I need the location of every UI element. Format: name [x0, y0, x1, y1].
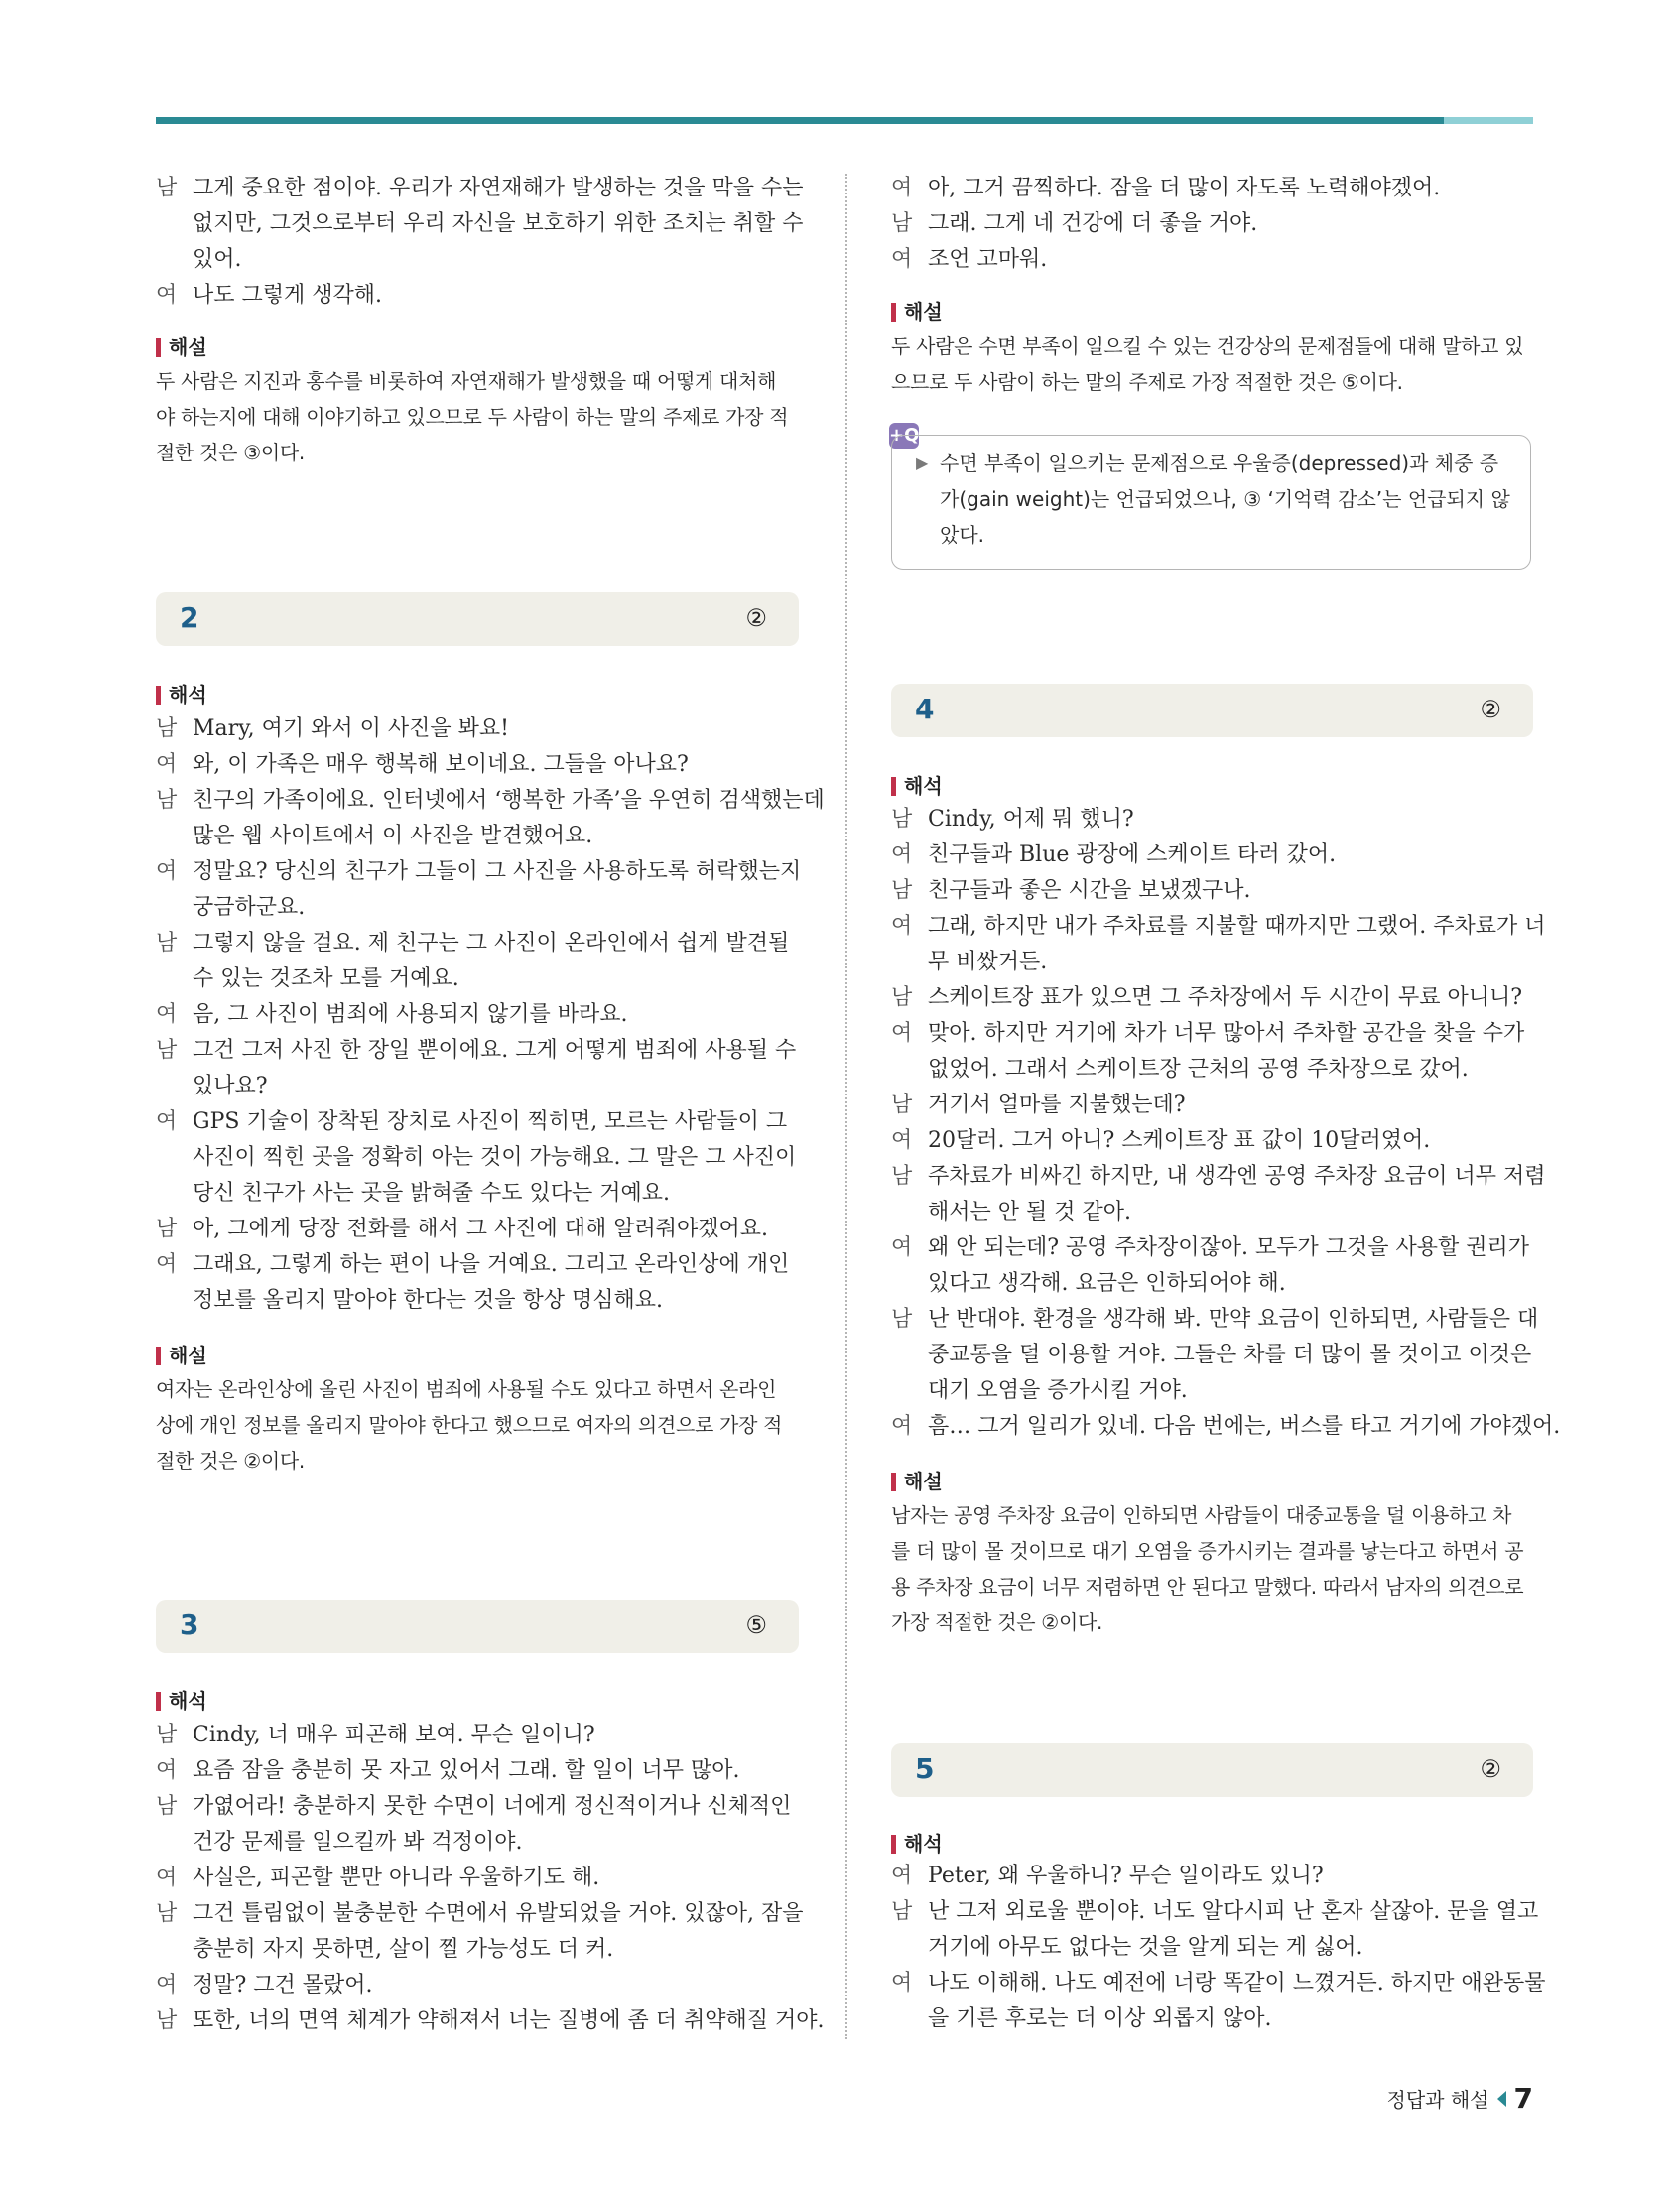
line-text: 그렇지 않을 걸요. 제 친구는 그 사진이 온라인에서 쉽게 발견될 — [193, 931, 790, 956]
triangle-bullet-icon: ▶ — [916, 453, 929, 472]
question-4-header — [891, 684, 1533, 737]
dialogue-line — [156, 1753, 836, 1789]
dialogue-line-continued — [156, 1932, 836, 1968]
line-text: 정말? 그건 몰랐어. — [193, 1973, 373, 1997]
dialogue-line — [891, 1016, 1570, 1052]
dialogue-line — [156, 2003, 836, 2039]
speaker-label: 여 — [156, 1109, 178, 1134]
line-text: 또한, 너의 면역 체계가 약해져서 너는 질병에 좀 더 취약해질 거야. — [193, 2008, 825, 2033]
speaker-label: 여 — [891, 1971, 913, 1995]
dialogue-line — [891, 206, 1570, 242]
dialogue-line — [156, 171, 836, 206]
explanation-line: 가장 적절한 것은 ②이다. — [891, 1610, 1103, 1634]
line-text: 을 기른 후로는 더 이상 외롭지 않아. — [928, 2006, 1272, 2031]
line-text: 사실은, 피곤할 뿐만 아니라 우울하기도 해. — [193, 1866, 600, 1890]
line-text: 있나요? — [193, 1074, 268, 1098]
line-text: 정보를 올리지 말아야 한다는 것을 항상 명심해요. — [193, 1288, 663, 1313]
speaker-label: 남 — [156, 716, 178, 741]
dialogue-line — [156, 1104, 836, 1140]
plus-q-icon: +Q — [889, 423, 919, 449]
dialogue-line-continued — [891, 1052, 1570, 1088]
line-text: 조언 고마워. — [928, 247, 1048, 272]
dialogue-line — [156, 783, 836, 819]
speaker-label: 남 — [156, 931, 178, 956]
line-text: 흠… 그거 일리가 있네. 다음 번에는, 버스를 타고 거기에 가야겠어. — [928, 1414, 1561, 1439]
speaker-label: 남 — [891, 1899, 913, 1924]
dialogue-line — [156, 1861, 836, 1896]
dialogue-line — [156, 926, 836, 962]
speaker-label: 남 — [891, 878, 913, 903]
line-text: 많은 웹 사이트에서 이 사진을 발견했어요. — [193, 824, 593, 848]
dialogue-line — [156, 997, 836, 1033]
dialogue-line — [891, 980, 1570, 1016]
explanation-line: 여자는 온라인상에 올린 사진이 범죄에 사용될 수도 있다고 하면서 온라인 — [156, 1377, 777, 1401]
speaker-label: 여 — [891, 1021, 913, 1046]
line-text: 가엾어라! 충분하지 못한 수면이 너에게 정신적이거나 신체적인 — [193, 1794, 792, 1819]
question-4-number: 4 — [915, 693, 935, 725]
speaker-label: 남 — [156, 1723, 178, 1747]
dialogue-line — [156, 1718, 836, 1753]
dialogue-line — [156, 1789, 836, 1825]
question-4-translation-label: 해석 — [891, 770, 943, 802]
line-text: 친구들과 Blue 광장에 스케이트 타러 갔어. — [928, 842, 1337, 867]
speaker-label: 남 — [156, 788, 178, 813]
dialogue-line — [156, 1212, 836, 1247]
header-rule-accent — [1444, 117, 1533, 124]
speaker-label: 남 — [156, 1901, 178, 1926]
explanation-line: 상에 개인 정보를 올리지 말아야 한다고 했으므로 여자의 의견으로 가장 적 — [156, 1413, 783, 1437]
line-text: 아, 그거 끔찍하다. 잠을 더 많이 자도록 노력해야겠어. — [928, 176, 1441, 200]
speaker-label: 여 — [156, 283, 178, 308]
line-text: 나도 그렇게 생각해. — [193, 283, 382, 308]
dialogue-line-continued — [156, 206, 836, 242]
dialogue-line-continued — [156, 1140, 836, 1176]
line-text: 그래, 하지만 내가 주차료를 지불할 때까지만 그랬어. 주차료가 너 — [928, 914, 1546, 939]
speaker-label: 여 — [156, 1758, 178, 1783]
explanation-line: 절한 것은 ③이다. — [156, 441, 305, 464]
speaker-label: 남 — [156, 2008, 178, 2033]
question-3-explain-label: 해설 — [891, 296, 943, 327]
dialogue-line — [891, 909, 1570, 945]
line-text: Cindy, 너 매우 피곤해 보여. 무슨 일이니? — [193, 1723, 595, 1747]
line-text: 왜 안 되는데? 공영 주차장이잖아. 모두가 그것을 사용할 권리가 — [928, 1235, 1530, 1260]
line-text: 없었어. 그래서 스케이트장 근처의 공영 주차장으로 갔어. — [928, 1057, 1469, 1082]
note-text: 았다. — [940, 523, 984, 547]
line-text: 대기 오염을 증가시킬 거야. — [928, 1378, 1188, 1403]
line-text: 난 반대야. 환경을 생각해 봐. 만약 요금이 인하되면, 사람들은 대 — [928, 1307, 1539, 1332]
line-text: 무 비쌌거든. — [928, 950, 1048, 974]
dialogue-line-continued — [156, 1283, 836, 1319]
question-5-answer: ② — [1480, 1755, 1501, 1783]
dialogue-line — [891, 1894, 1570, 1930]
dialogue-line — [891, 1966, 1570, 2001]
question-5-number: 5 — [915, 1752, 935, 1785]
line-text: 거기에 아무도 없다는 것을 알게 되는 게 싫어. — [928, 1935, 1363, 1960]
dialogue-line — [891, 1123, 1570, 1159]
note-text: 수면 부족이 일으키는 문제점으로 우울증(depressed)과 체중 증 — [940, 451, 1499, 475]
note-line — [916, 481, 1511, 517]
line-text: 수 있는 것조차 모를 거예요. — [193, 966, 459, 991]
dialogue-line-continued — [156, 890, 836, 926]
line-text: 건강 문제를 일으킬까 봐 걱정이야. — [193, 1830, 523, 1855]
line-text: Cindy, 어제 뭐 했니? — [928, 807, 1134, 832]
line-text: 그건 틀림없이 불충분한 수면에서 유발되었을 거야. 있잖아, 잠을 — [193, 1901, 804, 1926]
question-3-number: 3 — [180, 1609, 199, 1641]
line-text: 음, 그 사진이 범죄에 사용되지 않기를 바라요. — [193, 1002, 628, 1027]
explanation-line: 용 주차장 요금이 너무 저렴하면 안 된다고 말했다. 따라서 남자의 의견으로 — [891, 1575, 1524, 1599]
dialogue-line — [156, 1968, 836, 2003]
speaker-label: 여 — [156, 1002, 178, 1027]
question-5-translation-label: 해석 — [891, 1828, 943, 1860]
dialogue-line — [156, 1247, 836, 1283]
explanation-line: 절한 것은 ②이다. — [156, 1449, 305, 1473]
question-2-answer: ② — [745, 604, 767, 632]
explanation-line: 으므로 두 사람이 하는 말의 주제로 가장 적절한 것은 ⑤이다. — [891, 370, 1403, 394]
line-text: 거기서 얼마를 지불했는데? — [928, 1093, 1186, 1117]
page-number: 7 — [1513, 2082, 1533, 2115]
question-3-answer: ⑤ — [745, 1611, 767, 1639]
explanation-line: 를 더 많이 몰 것이므로 대기 오염을 증가시키는 결과를 낳는다고 하면서 공 — [891, 1539, 1524, 1563]
speaker-label: 남 — [156, 1038, 178, 1063]
page-footer — [1387, 2082, 1533, 2115]
header-rule — [156, 117, 1533, 124]
dialogue-line — [891, 1088, 1570, 1123]
speaker-label: 여 — [891, 1864, 913, 1888]
dialogue-line — [891, 802, 1570, 837]
question-5-header — [891, 1743, 1533, 1797]
question-4-explain-label: 해설 — [891, 1466, 943, 1497]
line-text: 사진이 찍힌 곳을 정확히 아는 것이 가능해요. 그 말은 그 사진이 — [193, 1145, 797, 1170]
question-2-explain-label: 해설 — [156, 1340, 207, 1371]
question-2-number: 2 — [180, 601, 199, 634]
dialogue-line-continued — [156, 1825, 836, 1861]
line-text: 있어. — [193, 247, 242, 272]
line-text: 당신 친구가 사는 곳을 밝혀줄 수도 있다는 거예요. — [193, 1181, 670, 1206]
line-text: 난 그저 외로울 뿐이야. 너도 알다시피 난 혼자 살잖아. 문을 열고 — [928, 1899, 1539, 1924]
line-text: 없지만, 그것으로부터 우리 자신을 보호하기 위한 조치는 취할 수 — [193, 211, 804, 236]
question-2-header — [156, 592, 799, 646]
speaker-label: 여 — [891, 247, 913, 272]
line-text: Mary, 여기 와서 이 사진을 봐요! — [193, 716, 509, 741]
speaker-label: 남 — [891, 1164, 913, 1189]
dialogue-line — [891, 171, 1570, 206]
line-text: 나도 이해해. 나도 예전에 너랑 똑같이 느꼈거든. 하지만 애완동물 — [928, 1971, 1546, 1995]
dialogue-line — [891, 873, 1570, 909]
dialogue-line-continued — [891, 1338, 1570, 1373]
question-3-header — [156, 1600, 799, 1653]
dialogue-line — [156, 1033, 836, 1069]
dialogue-line-continued — [891, 1266, 1570, 1302]
line-text: 해서는 안 될 것 같아. — [928, 1200, 1131, 1224]
line-text: 스케이트장 표가 있으면 그 주차장에서 두 시간이 무료 아니니? — [928, 985, 1523, 1010]
speaker-label: 여 — [156, 1973, 178, 1997]
dialogue-line — [891, 837, 1570, 873]
dialogue-line-continued — [156, 1069, 836, 1104]
dialogue-line — [891, 1409, 1570, 1445]
dialogue-line-continued — [891, 2001, 1570, 2037]
line-text: 중교통을 덜 이용할 거야. 그들은 차를 더 많이 몰 것이고 이것은 — [928, 1343, 1532, 1367]
line-text: 맞아. 하지만 거기에 차가 너무 많아서 주차할 공간을 찾을 수가 — [928, 1021, 1525, 1046]
speaker-label: 남 — [891, 1307, 913, 1332]
footer-label: 정답과 해설 — [1386, 2088, 1489, 2112]
line-text: 친구들과 좋은 시간을 보냈겠구나. — [928, 878, 1251, 903]
note-text: 가(gain weight)는 언급되었으나, ③ ‘기억력 감소’는 언급되지 않 — [940, 487, 1510, 511]
note-line — [916, 517, 1511, 553]
dialogue-line — [156, 278, 836, 314]
explanation-line: 두 사람은 수면 부족이 일으킬 수 있는 건강상의 문제점들에 대해 말하고 있 — [891, 334, 1524, 358]
dialogue-line-continued — [891, 1373, 1570, 1409]
speaker-label: 여 — [891, 1128, 913, 1153]
speaker-label: 여 — [156, 859, 178, 884]
line-text: 주차료가 비싸긴 하지만, 내 생각엔 공영 주차장 요금이 너무 저렴 — [928, 1164, 1546, 1189]
speaker-label: 남 — [156, 176, 178, 200]
line-text: 그게 중요한 점이야. 우리가 자연재해가 발생하는 것을 막을 수는 — [193, 176, 804, 200]
arrow-left-icon — [1497, 2091, 1506, 2107]
speaker-label: 여 — [156, 752, 178, 777]
dialogue-line — [891, 242, 1570, 278]
line-text: 와, 이 가족은 매우 행복해 보이네요. 그들을 아나요? — [193, 752, 689, 777]
line-text: 아, 그에게 당장 전화를 해서 그 사진에 대해 알려줘야겠어요. — [193, 1217, 768, 1241]
line-text: 그래요, 그렇게 하는 편이 나을 거예요. 그리고 온라인상에 개인 — [193, 1252, 790, 1277]
dialogue-line — [891, 1159, 1570, 1195]
dialogue-line — [891, 1230, 1570, 1266]
dialogue-line — [156, 854, 836, 890]
line-text: Peter, 왜 우울하니? 무슨 일이라도 있니? — [928, 1864, 1324, 1888]
question-4-answer: ② — [1480, 696, 1501, 723]
line-text: 20달러. 그거 아니? 스케이트장 표 값이 10달러였어. — [928, 1128, 1431, 1153]
speaker-label: 여 — [891, 1414, 913, 1439]
speaker-label: 남 — [891, 1093, 913, 1117]
speaker-label: 남 — [891, 985, 913, 1010]
explanation-line: 두 사람은 지진과 홍수를 비롯하여 자연재해가 발생했을 때 어떻게 대처해 — [156, 369, 777, 393]
note-line — [916, 446, 1511, 481]
line-text: 친구의 가족이에요. 인터넷에서 ‘행복한 가족’을 우연히 검색했는데 — [193, 788, 825, 813]
dialogue-line — [891, 1302, 1570, 1338]
speaker-label: 남 — [891, 807, 913, 832]
question-3-note-box — [891, 435, 1531, 570]
speaker-label: 여 — [156, 1252, 178, 1277]
dialogue-line — [156, 1896, 836, 1932]
line-text: 충분히 자지 못하면, 살이 찔 가능성도 더 커. — [193, 1937, 614, 1962]
speaker-label: 남 — [891, 211, 913, 236]
line-text: GPS 기술이 장착된 장치로 사진이 찍히면, 모르는 사람들이 그 — [193, 1109, 788, 1134]
line-text: 그래. 그게 네 건강에 더 좋을 거야. — [928, 211, 1258, 236]
speaker-label: 여 — [891, 914, 913, 939]
line-text: 궁금하군요. — [193, 895, 306, 920]
dialogue-line — [891, 1859, 1570, 1894]
speaker-label: 여 — [891, 176, 913, 200]
dialogue-line-continued — [891, 945, 1570, 980]
line-text: 그건 그저 사진 한 장일 뿐이에요. 그게 어떻게 범죄에 사용될 수 — [193, 1038, 797, 1063]
question-2-translation-label: 해석 — [156, 679, 207, 710]
speaker-label: 남 — [156, 1794, 178, 1819]
speaker-label: 여 — [156, 1866, 178, 1890]
line-text: 있다고 생각해. 요금은 인하되어야 해. — [928, 1271, 1286, 1296]
line-text: 요즘 잠을 충분히 못 자고 있어서 그래. 할 일이 너무 많아. — [193, 1758, 740, 1783]
speaker-label: 남 — [156, 1217, 178, 1241]
dialogue-line-continued — [156, 962, 836, 997]
dialogue-line-continued — [156, 242, 836, 278]
speaker-label: 여 — [891, 842, 913, 867]
dialogue-line-continued — [156, 819, 836, 854]
question-3-translation-label: 해석 — [156, 1685, 207, 1717]
dialogue-line — [156, 747, 836, 783]
dialogue-line-continued — [156, 1176, 836, 1212]
line-text: 정말요? 당신의 친구가 그들이 그 사진을 사용하도록 허락했는지 — [193, 859, 802, 884]
column-divider — [845, 174, 847, 2039]
speaker-label: 여 — [891, 1235, 913, 1260]
dialogue-line — [156, 711, 836, 747]
dialogue-line-continued — [891, 1195, 1570, 1230]
intro-explain-label: 해설 — [156, 331, 207, 363]
dialogue-line-continued — [891, 1930, 1570, 1966]
explanation-line: 남자는 공영 주차장 요금이 인하되면 사람들이 대중교통을 덜 이용하고 차 — [891, 1503, 1512, 1527]
explanation-line: 야 하는지에 대해 이야기하고 있으므로 두 사람이 하는 말의 주제로 가장 적 — [156, 405, 789, 429]
